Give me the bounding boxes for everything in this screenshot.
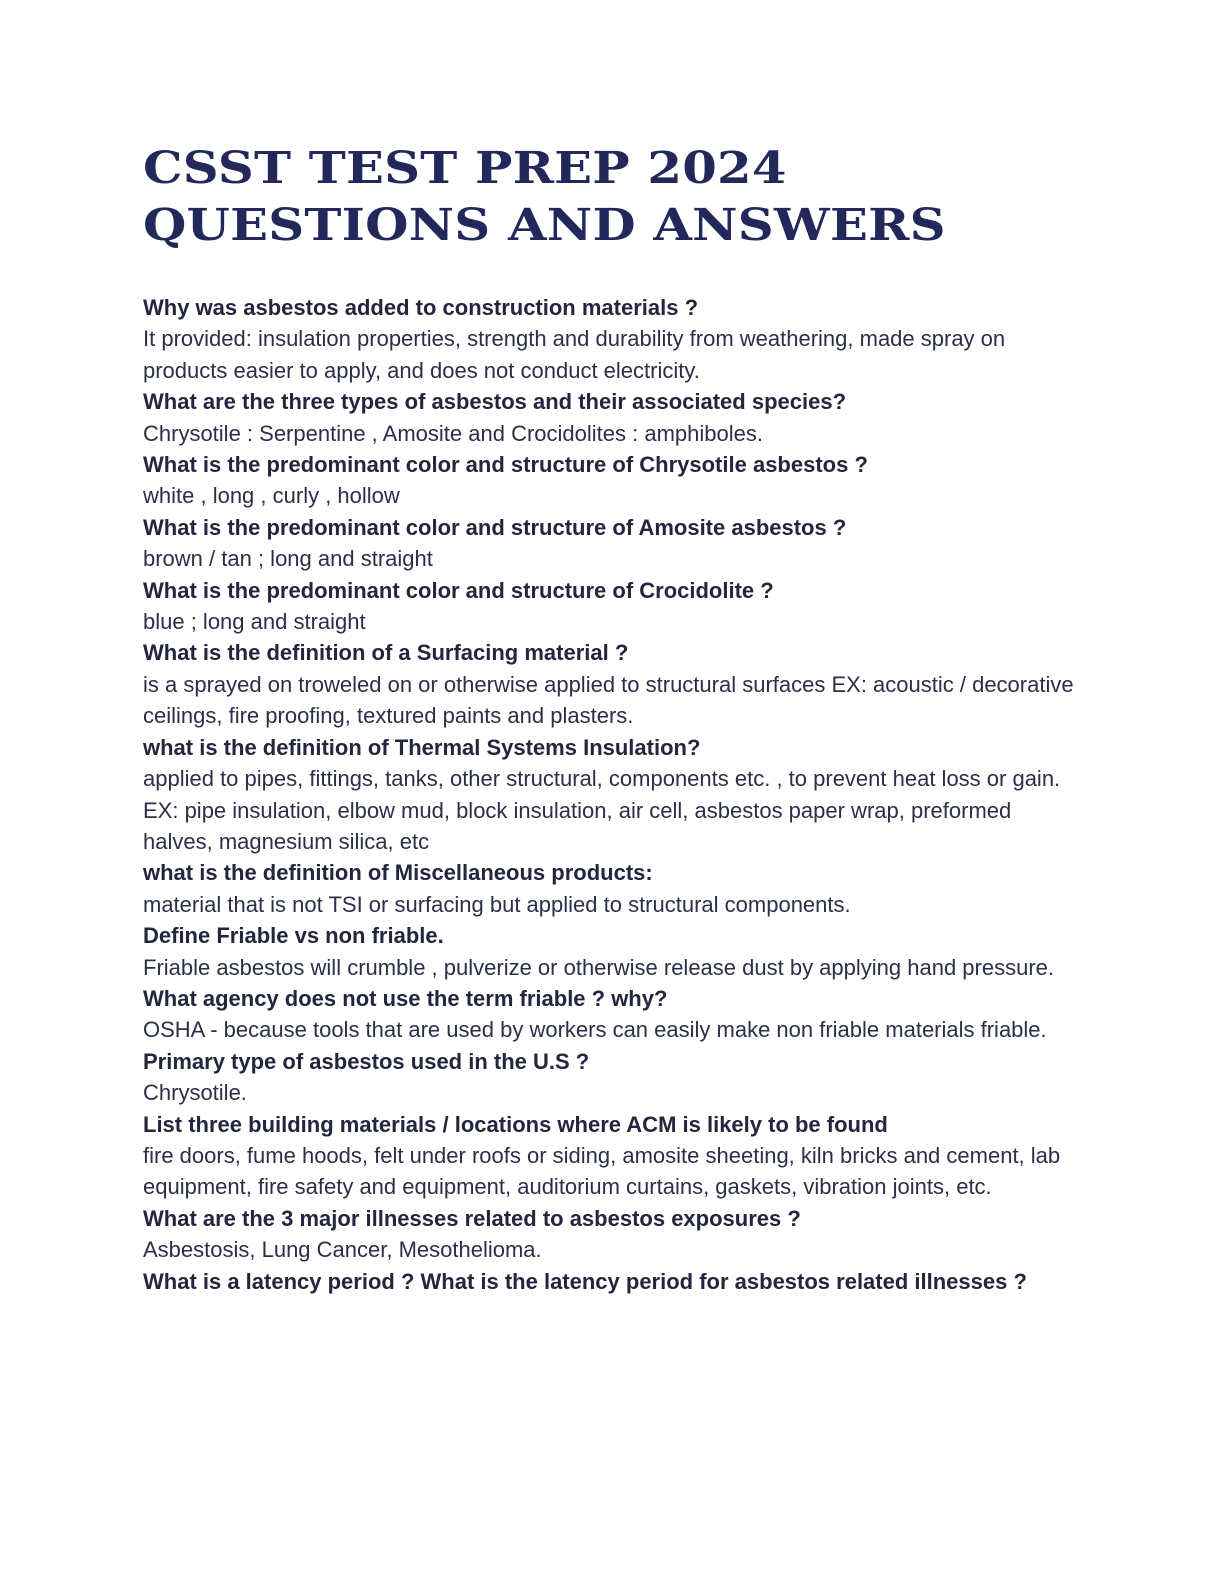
answer-text: Friable asbestos will crumble , pulverize or otherwise release dust by applying hand pressure. (143, 954, 1055, 980)
document-page (143, 140, 1083, 1297)
question-text: What is the definition of a Surfacing material ? (143, 640, 629, 666)
answer-text: applied to pipes, fittings, tanks, other structural, components etc. , to prevent heat loss or gain. EX: pipe insulation, elbow mud, block insulation, air cell, asbestos paper wrap, preformed halves, magnesium silica, etc (143, 766, 1061, 854)
answer-text: It provided: insulation properties, strength and durability from weathering, made spray on products easier to apply, and does not conduct electricity. (143, 326, 1006, 383)
document-title: CSST TEST PREP 2024 QUESTIONS AND ANSWERS (143, 143, 946, 251)
answer-text: white , long , curly , hollow (143, 483, 400, 509)
question-text: What are the three types of asbestos and their associated species? (143, 389, 847, 415)
question-text: Why was asbestos added to construction materials ? (143, 295, 699, 320)
answer-text: Chrysotile : Serpentine , Amosite and Crocidolites : amphiboles. (143, 420, 763, 446)
answer-text: Asbestosis, Lung Cancer, Mesothelioma. (143, 1237, 542, 1263)
answer-text: blue ; long and straight (143, 609, 366, 635)
question-text: what is the definition of Thermal Systems Insulation? (143, 734, 701, 760)
question-text: What are the 3 major illnesses related to asbestos exposures ? (143, 1205, 801, 1231)
answer-text: Chrysotile. (143, 1080, 247, 1106)
question-text: What is the predominant color and structure of Chrysotile asbestos ? (143, 452, 868, 478)
question-text: Define Friable vs non friable. (143, 923, 444, 949)
question-text: What agency does not use the term friable ? why? (143, 985, 668, 1011)
question-text: what is the definition of Miscellaneous products: (143, 860, 653, 886)
question-text: What is the predominant color and structure of Amosite asbestos ? (143, 514, 847, 540)
question-text: Primary type of asbestos used in the U.S ? (143, 1048, 590, 1074)
answer-text: material that is not TSI or surfacing but applied to structural components. (143, 891, 851, 917)
question-text: List three building materials / locations where ACM is likely to be found (143, 1111, 888, 1137)
qa-list (143, 292, 1083, 1297)
answer-text: is a sprayed on troweled on or otherwise applied to structural surfaces EX: acoustic / decorative ceilings, fire proofing, textured paints and plasters. (143, 671, 1074, 729)
answer-text: fire doors, fume hoods, felt under roofs or siding, amosite sheeting, kiln bricks and cement, lab equipment, fire safety and equipment, auditorium curtains, gaskets, vibration joints, etc. (143, 1142, 1061, 1200)
question-text: What is the predominant color and structure of Crocidolite ? (143, 577, 774, 603)
answer-text: OSHA - because tools that are used by workers can easily make non friable materials friable. (143, 1017, 1047, 1043)
question-text: What is a latency period ? What is the latency period for asbestos related illnesses ? (143, 1268, 1027, 1294)
answer-text: brown / tan ; long and straight (143, 546, 433, 572)
